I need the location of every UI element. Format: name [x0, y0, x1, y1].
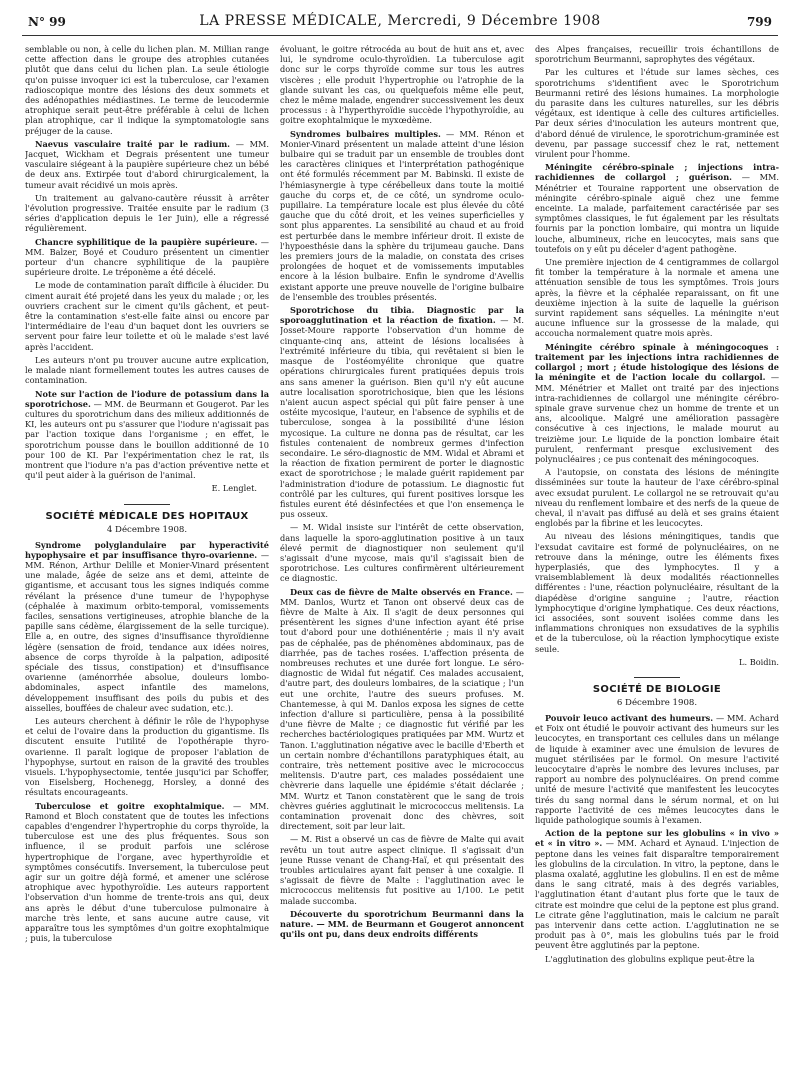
heading-meningite-meningocoques: Méningite cérébro spinale à méningocoques : traitement par les injections intra rachidiennes de collargol ; mort ; étude histologique des lésions de la méningite et de l'action locale du collargol.: [535, 341, 779, 383]
paragraph: Tuberculose et goitre exophtalmique. — MM. Ramond et Bloch constatent que de toutes les infections capables d'engendrer l'hypertrophie du corps thyroïde, la tuberculose est une des plus fréquentes. Sous son influence, il se produit parfois une sclérose hypertrophique de l'organe, avec hyperthyroïdie et symptômes consécutifs. Inversement, la tuberculose peut agir sur un goitre déjà formé, et amener une sclérose atrophique avec hypothyroïdie. Les auteurs rapportent l'observation d'un homme de trente-trois ans qui, deux ans après le début d'une tuberculose pulmonaire à marche très lente, et sans aucune autre cause, vit apparaître tous les symptômes d'un goitre exophtalmique ; puis, la tuberculose: [25, 800, 269, 944]
paragraph: L'agglutination des globulins explique peut-être la: [545, 953, 755, 964]
paragraph: évoluant, le goitre rétrocéda au bout de huit ans et, avec lui, le syndrome oculo-thyroïdien. La tuberculose agit donc sur le corps thyroïde comme sur tous les autres viscères ; elle produit l'hypertrophie ou l'atrophie de la glande suivant les cas, ou quelquefois même elle peut, chez le même malade, engendrer successivement les deux processus : à l'hyperthyroïdie succède l'hypothyroïdie, au goitre exophtalmique le myxœdème.: [280, 44, 524, 126]
paragraph: Pouvoir leuco activant des humeurs. — MM. Achard et Foix ont étudié le pouvoir activant des humeurs sur les leucocytes, en transportant ces cellules dans un mélange de liquide à examiner avec une émulsion de levures de muguet stérilisées par le formol. On mesure l'activité leucocytaire d'après le nombre des levures incluses, par rapport au nombre des polynucléaires. On prend comme unité de mesure l'activité que manifestent les leucocytes tirés du sang normal dans le sérum normal, et on lui rapporte l'activité de ces mêmes leucocytes dans le liquide pathologique soumis à l'examen.: [535, 712, 779, 826]
paragraph: Par les cultures et l'étude sur lames sèches, ces sporotrichums s'identifient avec le Sporotrichum Beurmanni retiré des lésions humaines. La morphologie du parasite dans les cultures naturelles, sur les débris végétaux, est identique à celle des cultures artificielles. Par deux séries d'inoculation les auteurs montrent que, d'abord dénué de virulence, le sporotrichum-graminée est devenu, par passage successif chez le rat, nettement virulent pour l'homme.: [535, 67, 779, 160]
page-number: 799: [746, 15, 772, 29]
paragraph: A l'autopsie, on constata des lésions de méningite disséminées sur toute la hauteur de l'axe cérébro-spinal avec exsudat purulent. Le collargol ne se retrouvait qu'au niveau du renflement lombaire et des nerfs de la queue de cheval, il n'avait pas diffusé au delà et ses grains étaient englobés par la fibrine et les leucocytes.: [535, 467, 779, 529]
paragraph: Les auteurs n'ont pu trouver aucune autre explication, le malade niant formellement toutes les autres causes de contamination.: [25, 354, 269, 386]
author-signature: E. Lenglet.: [211, 483, 257, 494]
heading-decouverte: Découverte du sporotrichum Beurmanni dans la nature.: [280, 908, 524, 930]
paragraph: Méningite cérébro-spinale ; injections intra-rachidiennes de collargol ; guérison. — MM. Ménétrier et Touraine rapportent une observation de méningite cérébro-spinale aiguë chez une femme enceinte. La malade, parfaitement caractérisée par ses symptômes classiques, le fut également par les résultats fournis par la ponction lombaire, qui montra un liquide louche, albumineux, riche en leucocytes, mais sans que toutefois on y eût pu déceler d'agent pathogène.: [535, 162, 779, 254]
heading-sporotrichose-tibia: Sporotrichose du tibia. Diagnostic par la sporoagglutination et la réaction de fixation.: [280, 305, 524, 326]
paragraph: Syndromes bulbaires multiples. — MM. Rénon et Monier-Vinard présentent un malade atteint d'une lésion bulbaire qui se traduit par un ensemble de troubles dont les caractères cliniques et l'interprétation pathogénique ont été formulés récemment par M. Babinski. Il existe de l'hémiasynergie à type cérébelleux dans toute la moitié gauche du corps et, de ce côté, un syndrome oculo-pupillaire. La température locale est plus élevée du côté gauche que du côté droit, et les veines superficielles y sont plus apparentes. La sensibilité au chaud et au froid est perturbée dans le membre inférieur droit. Il existe de l'hypoesthésie dans la sphère du trijumeau gauche. Dans les premiers jours de la maladie, on constata des crises prolongées de hoquet et de vomissements imputables encore à la lésion bulbaire. Enfin le syndrome d'Avellis existant apporte une preuve nouvelle de l'origine bulbaire de l'ensemble des troubles présentés.: [280, 128, 524, 302]
heading-tuberculose: Tuberculose et goitre exophtalmique.: [35, 800, 225, 811]
paragraph: Deux cas de fièvre de Malte observés en France. — MM. Danlos, Wurtz et Tanon ont observé deux cas de fièvre de Malte à Aix. Il s'agit de deux personnes qui présentèrent les signes d'une infection ayant été prise tout d'abord pour une dothiénentérie ; mais il n'y avait pas de céphalée, pas de phénomènes abdominaux, pas de diarrhée, pas de taches rosées. L'affection présenta de nombreuses rechutes et une durée fort longue. Le séro-diagnostic de Widal fut négatif. Ces malades accusaient, d'autre part, des douleurs lombaires, de la sciatique ; l'un eut une orchite, l'autre des sueurs profuses. M. Chantemesse, à qui M. Danlos exposa les signes de cette infection d'allure si particulière, pensa à la possibilité d'une fièvre de Malte ; ce diagnostic fut vérifié par les recherches bactériologiques pratiquées par MM. Wurtz et Tanon. L'agglutination négative avec le bacille d'Eberth et un certain nombre d'échantillons paratyphiques était, au contraire, très nettement positive avec le micrococcus melitensis. D'autre part, ces malades possédaient une chèvrerie dans laquelle une épidémie s'était déclarée ; MM. Wurtz et Tanon constatèrent que le sang de trois chèvres guéries agglutinait le micrococcus melitensis. La contamination provenait donc des chèvres, soit directement, soit par leur lait.: [280, 586, 524, 832]
paragraph: Méningite cérébro spinale à méningocoques : traitement par les injections intra rachidiennes de collargol ; mort ; étude histologique des lésions de la méningite et de l'action locale du collargol. — MM. Ménétrier et Mallet ont traité par des injections intra-rachidiennes de collargol une méningite cérébro-spinale grave survenue chez un homme de trente et un ans, alcoolique. Malgré une amélioration passagère consécutive à ces injections, le malade mourut au treizième jour. Le liquide de la ponction lombaire était purulent, renfermant presque exclusivement des polynucléaires ; ce pus contenait des méningocoques.: [535, 341, 779, 464]
paragraph: des Alpes françaises, recueillir trois échantillons de sporotrichum Beurmanni, saprophytes des végétaux.: [535, 44, 779, 65]
heading-chancre: Chancre syphilitique de la paupière supérieure.: [35, 236, 258, 247]
paragraph: Une première injection de 4 centigrammes de collargol fit tomber la température à la normale et amena une atténuation sensible de tous les symptômes. Trois jours après, la fièvre et la céphalée reparaissant, on fit une deuxième injection à la suite de laquelle la guérison survint rapidement sans séquelles. La méningite n'eut aucune influence sur la grossesse de la malade, qui accoucha normalement quatre mois après.: [535, 257, 779, 339]
section-header: [25, 504, 269, 535]
heading-meningite-collargol: Méningite cérébro-spinale ; injections intra-rachidiennes de collargol ; guérison.: [535, 162, 779, 183]
paragraph: Les auteurs cherchent à définir le rôle de l'hypophyse et celui de l'ovaire dans la production du gigantisme. Ils discutent ensuite l'utilité de l'opothérapie thyro-ovarienne. Il paraît logique de proposer l'ablation de l'hypophyse, surtout en raison de la gravité des troubles visuels. L'hypophysectomie, tentée jusqu'ici par Schoffer, von Eiselsberg, Hochenegg, Horsley, a donné des résultats encourageants.: [25, 715, 269, 798]
heading-syndromes-bulbaires: Syndromes bulbaires multiples.: [290, 128, 441, 139]
heading-iodure: Note sur l'action de l'iodure de potassium dans la sporotrichose.: [25, 388, 269, 409]
heading-naevus: Naevus vasculaire traité par le radium.: [35, 138, 230, 149]
paragraph: Sporotrichose du tibia. Diagnostic par la sporoagglutination et la réaction de fixation. — M. Josset-Moure rapporte l'observation d'un homme de cinquante-cinq ans, atteint de lésions localisées à l'extrémité inférieure du tibia, qui revêtaient si bien le masque de l'ostéomyélite chronique que quatre opérations chirurgicales furent pratiquées depuis trois ans sans amener la guérison. Bien qu'il n'y eût aucune autre localisation sporotrichosique, bien que les lésions n'aient aucun aspect spécial qui pût faire penser à une ostéite mycosique, l'auteur, en l'absence de syphilis et de tuberculose, songea à la possibilité d'une lésion mycosique. La culture ne donna pas de résultat, car les fistules contenaient de nombreux germes d'infection secondaire. Le séro-diagnostic de MM. Widal et Abrami et la réaction de fixation permirent de porter le diagnostic exact de sporotrichose ; le malade guérit rapidement par l'administration d'iodure de potassium. Le diagnostic fut contrôlé par les cultures, qui furent positives lorsque les fistules eurent été désinfectées et que l'on ensemença le pus osseux.: [280, 305, 524, 520]
paragraph: — M. Rist a observé un cas de fièvre de Malte qui avait revêtu un tout autre aspect clinique. Il s'agissait d'un jeune Russe venant de Chang-Haï, et qui présentait des troubles articulaires ayant fait penser à une coxalgie. Il s'agissait de fièvre de Malte : l'agglutination avec le micrococcus melitensis fut positive au 1/100. Le petit malade succomba.: [280, 834, 524, 906]
heading-peptone: Action de la peptone sur les globulins « in vivo » et « in vitro ».: [535, 828, 779, 849]
section-date: 4 Décembre 1908.: [106, 524, 188, 535]
paragraph: Action de la peptone sur les globulins « in vivo » et « in vitro ». — MM. Achard et Aynaud. L'injection de peptone dans les veines fait disparaître temporairement les globulins de la circulation. In vitro, la peptone, dans le plasma oxalaté, agglutine les globulins. Il en est de même dans le sang citraté, mais à des degrés variables, l'agglutination étant d'autant plus forte que le taux de citrate est moindre que celui de la peptone est plus grand. Le citrate gêne l'agglutination, mais le calcium ne paraît pas intervenir dans cette action. L'agglutination ne se produit pas à 0°, mais les globulins tués par le froid peuvent être agglutinés par la peptone.: [535, 828, 779, 951]
section-divider: [124, 504, 170, 505]
paragraph: Syndrome polyglandulaire par hyperactivité hypophysaire et par insuffisance thyro-ovarienne. — MM. Rénon, Arthur Delille et Monier-Vinard présentent une malade, âgée de seize ans et demi, atteinte de gigantisme, et accusant tous les signes indiqués comme révélant la présence d'une tumeur de l'hypophyse (céphalée à maximum orbito-temporal, vomissements faciles, sensations vertigineuses, atrophie blanche de la papille sans cédème, élargissement de la selle turcique). Elle a, en outre, des signes d'insuffisance thyroïdienne légère (sensation de froid, tendance aux idées noires, absence de corps thyroïde à la palpation, adiposité spéciale des tissus, constipation) et d'insuffisance ovarienne (aménorrhée absolue, douleurs lombo-abdominales, aspect infantile des mamelons, développement insuffisant des poils du pubis et des aisselles, bouffées de chaleur avec sudation, etc.).: [25, 539, 269, 713]
paragraph: Naevus vasculaire traité par le radium. — MM. Jacquet, Wickham et Degrais présentent une tumeur vasculaire siégeant à la paupière supérieure chez un bébé de deux ans. Extirpée tout d'abord chirurgicalement, la tumeur avait récidivé un mois après.: [25, 138, 269, 190]
section-header: [535, 677, 779, 708]
paragraph: Chancre syphilitique de la paupière supérieure. — MM. Balzer, Boyé et Couduro présentent un cimentier porteur d'un chancre syphilitique de la paupière supérieure droite. Le tréponème a été décelé.: [25, 236, 269, 278]
heading-fievre-malte: Deux cas de fièvre de Malte observés en France.: [290, 586, 513, 597]
heading-pouvoir-leuco: Pouvoir leuco activant des humeurs.: [545, 712, 714, 723]
page-header: [22, 5, 778, 36]
journal-title-line: LA PRESSE MÉDICALE, Mercredi, 9 Décembre 1908: [199, 13, 601, 29]
section-divider: [634, 677, 680, 678]
section-title: SOCIÉTÉ DE BIOLOGIE: [592, 683, 722, 695]
article-columns: [25, 44, 779, 1074]
author-signature: L. Boidin.: [739, 656, 779, 667]
paragraph: — M. Widal insiste sur l'intérêt de cette observation, dans laquelle la sporo-agglutination positive à un taux élevé permit de diagnostiquer non seulement qu'il s'agissait d'une mycose, mais qu'il s'agissait bien de sporotrichose. Les cultures confirmèrent ultérieurement ce diagnostic.: [280, 522, 524, 584]
heading-syndrome: Syndrome polyglandulaire par hyperactivité hypophysaire et par insuffisance thyro-ovarienne.: [25, 539, 269, 560]
paragraph: Un traitement au galvano-cautère réussit à arrêter l'évolution progressive. Traitée ensuite par le radium (3 séries d'application depuis le 1er Juin), elle a régressé régulièrement.: [25, 192, 269, 234]
column-3: [535, 44, 779, 1074]
paragraph: Découverte du sporotrichum Beurmanni dans la nature. — MM. de Beurmann et Gougerot annoncent qu'ils ont pu, dans deux endroits différents: [280, 908, 524, 940]
section-date: 6 Décembre 1908.: [616, 697, 698, 708]
paragraph: Le mode de contamination paraît difficile à élucider. Du ciment aurait été projeté dans les yeux du malade ; or, les ouvriers crachent sur le ciment qu'ils gâchent, et peut-être la contamination s'est-elle faite ainsi ou encore par l'intermédiaire de l'eau d'un baquet dont les ouvriers se servent pour faire leur toilette et où le malade s'est lavé après l'accident.: [25, 280, 269, 352]
paragraph: Note sur l'action de l'iodure de potassium dans la sporotrichose. — MM. de Beurmann et Gougerot. Par les cultures du sporotrichum dans des milieux additionnés de KI, les auteurs ont pu s'assurer que l'iodure n'agissait pas par l'action toxique dans l'organisme ; en effet, le sporotrichum pousse dans le bouillon additionné de 10 pour 100 de KI. Par l'expérimentation chez le rat, ils montrent que l'iodure n'a pas d'action préventive nette et qu'il peut aider à la guérison de l'animal.: [25, 388, 269, 481]
section-title: SOCIÉTÉ MÉDICALE DES HOPITAUX: [45, 510, 249, 522]
paragraph: semblable ou non, à celle du lichen plan. M. Millian range cette affection dans le groupe des atrophies cutanées plutôt que dans celui du lichen plan. La seule étiologie qu'on puisse invoquer ici est la tuberculose, car l'examen radioscopique montre des lésions des deux sommets et des adénopathies médiastines. Le terme de leucodermie atrophique serait peut-être préférable à celui de lichen plan atrophique, car il indique la symptomatologie sans préjuger de la cause.: [25, 44, 269, 136]
issue-number: N° 99: [28, 15, 66, 29]
column-2: [280, 44, 524, 1074]
paragraph: Au niveau des lésions méningitiques, tandis que l'exsudat cavitaire est formé de polynucléaires, on ne retrouve dans la méninge, outre les éléments fixes hyperplasiés, que des lymphocytes. Il y a vraisemblablement là deux modalités réactionnelles différentes : l'une, réaction polynucléaire, résultant de la diapédèse d'origine sanguine ; l'autre, réaction lymphocytique d'origine lymphatique. Ces deux réactions, ici associées, sont souvent isolées comme dans les inflammations chroniques non exsudatives de la syphilis et de la tuberculose, où la réaction lymphocytique existe seule.: [535, 531, 779, 654]
column-1: [25, 44, 269, 1074]
